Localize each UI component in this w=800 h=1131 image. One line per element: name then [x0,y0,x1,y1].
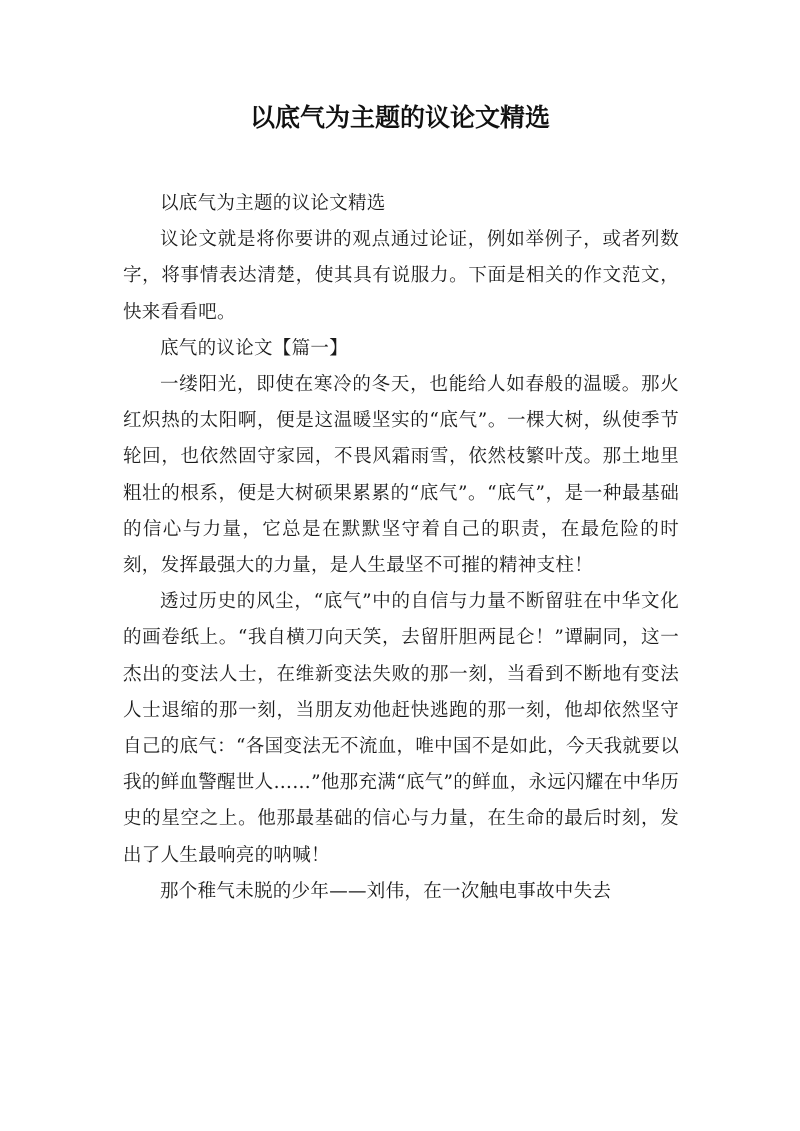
document-title: 以底气为主题的议论文精选 [249,103,550,132]
paragraph-body: 那个稚气未脱的少年——刘伟，在一次触电事故中失去 [160,880,612,902]
section-heading: 底气的议论文【篇一】 [160,337,349,359]
document-body [123,186,679,910]
paragraph-intro: 议论文就是将你要讲的观点通过论证，例如举例子，或者列数字，将事情表达清楚，使其具有说服力。下面是相关的作文范文，快来看看吧。 [123,229,679,323]
paragraph-subtitle: 以底气为主题的议论文精选 [160,193,386,214]
paragraph-body: 一缕阳光，即使在寒冷的冬天，也能给人如春般的温暖。那火红炽热的太阳啊，便是这温暖坚实的“底气”。一棵大树，纵使季节轮回，也依然固守家园，不畏风霜雨雪，依然枝繁叶茂。那土地里粗壮的根系，便是大树硕果累累的“底气”。“底气”，是一种最基础的信心与力量，它总是在默默坚守着自己的职责，在最危险的时刻，发挥最强大的力量，是人生最坚不可摧的精神支柱！ [123,374,679,577]
paragraph-body: 透过历史的风尘，“底气”中的自信与力量不断留驻在中华文化的画卷纸上。“我自横刀向天笑，去留肝胆两昆仑！”谭嗣同，这一杰出的变法人士，在维新变法失败的那一刻，当看到不断地有变法人士退缩的那一刻，当朋友劝他赶快逃跑的那一刻，他却依然坚守自己的底气：“各国变法无不流血，唯中国不是如此，今天我就要以我的鲜血警醒世人……”他那充满“底气”的鲜血，永远闪耀在中华历史的星空之上。他那最基础的信心与力量，在生命的最后时刻，发出了人生最响亮的呐喊！ [123,591,679,866]
